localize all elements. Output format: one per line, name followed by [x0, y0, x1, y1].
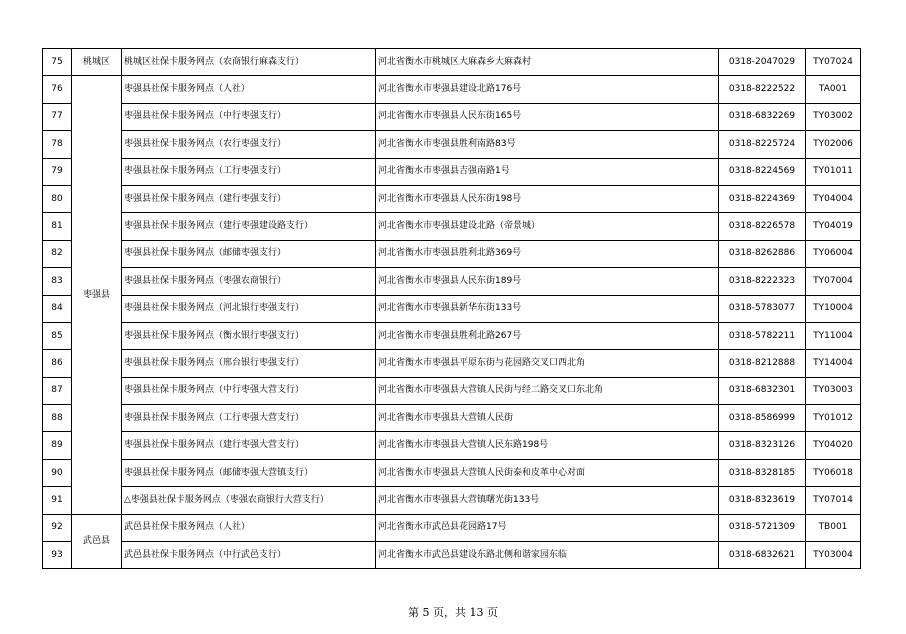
outlet-address: 河北省衡水市枣强县大营镇人民街泰和皮革中心对面 — [376, 459, 719, 486]
table-row — [43, 487, 861, 514]
outlet-name: 枣强县社保卡服务网点（工行枣强支行） — [122, 158, 376, 185]
outlet-phone: 0318-6832301 — [719, 377, 806, 404]
outlet-address: 河北省衡水市枣强县新华东街133号 — [376, 295, 719, 322]
outlet-code: TB001 — [806, 514, 861, 541]
row-number: 76 — [43, 76, 72, 103]
outlet-name: 武邑县社保卡服务网点（中行武邑支行） — [122, 542, 376, 569]
row-number: 81 — [43, 213, 72, 240]
outlet-code: TY03004 — [806, 542, 861, 569]
outlet-table-body — [43, 49, 861, 569]
row-number: 79 — [43, 158, 72, 185]
table-row — [43, 76, 861, 103]
outlet-code: TY01011 — [806, 158, 861, 185]
outlet-name: △枣强县社保卡服务网点（枣强农商银行大营支行） — [122, 487, 376, 514]
outlet-address: 河北省衡水市枣强县大营镇人民街与经二路交叉口东北角 — [376, 377, 719, 404]
district-cell: 武邑县 — [72, 514, 122, 569]
outlet-phone: 0318-2047029 — [719, 49, 806, 76]
outlet-phone: 0318-8328185 — [719, 459, 806, 486]
outlet-code: TY03002 — [806, 103, 861, 130]
outlet-phone: 0318-5782211 — [719, 322, 806, 349]
outlet-phone: 0318-5721309 — [719, 514, 806, 541]
table-row — [43, 295, 861, 322]
outlet-phone: 0318-8224569 — [719, 158, 806, 185]
outlet-address: 河北省衡水市桃城区大麻森乡大麻森村 — [376, 49, 719, 76]
outlet-phone: 0318-8323126 — [719, 432, 806, 459]
outlet-code: TY04020 — [806, 432, 861, 459]
outlet-code: TY04004 — [806, 185, 861, 212]
table-row — [43, 213, 861, 240]
outlet-address: 河北省衡水市枣强县人民东街165号 — [376, 103, 719, 130]
row-number: 92 — [43, 514, 72, 541]
outlet-code: TY01012 — [806, 405, 861, 432]
outlet-phone: 0318-8586999 — [719, 405, 806, 432]
row-number: 84 — [43, 295, 72, 322]
outlet-name: 桃城区社保卡服务网点（农商银行麻森支行） — [122, 49, 376, 76]
outlet-phone: 0318-8323619 — [719, 487, 806, 514]
outlet-name: 枣强县社保卡服务网点（枣强农商银行） — [122, 268, 376, 295]
outlet-name: 枣强县社保卡服务网点（邮储枣强支行） — [122, 240, 376, 267]
outlet-address: 河北省衡水市武邑县花园路17号 — [376, 514, 719, 541]
outlet-address: 河北省衡水市武邑县建设东路北侧和谐家园东临 — [376, 542, 719, 569]
outlet-address: 河北省衡水市枣强县吉强南路1号 — [376, 158, 719, 185]
outlet-phone: 0318-8222522 — [719, 76, 806, 103]
table-row — [43, 459, 861, 486]
row-number: 93 — [43, 542, 72, 569]
outlet-address: 河北省衡水市枣强县人民东街189号 — [376, 268, 719, 295]
table-row — [43, 185, 861, 212]
outlet-name: 枣强县社保卡服务网点（邮储枣强大营镇支行） — [122, 459, 376, 486]
outlet-name: 枣强县社保卡服务网点（建行枣强建设路支行） — [122, 213, 376, 240]
outlet-phone: 0318-8226578 — [719, 213, 806, 240]
table-row — [43, 514, 861, 541]
row-number: 89 — [43, 432, 72, 459]
outlet-address: 河北省衡水市枣强县大营镇曙光街133号 — [376, 487, 719, 514]
outlet-code: TY02006 — [806, 131, 861, 158]
outlet-name: 枣强县社保卡服务网点（中行枣强支行） — [122, 103, 376, 130]
outlet-code: TY07004 — [806, 268, 861, 295]
row-number: 77 — [43, 103, 72, 130]
page-footer: 第 5 页，共 13 页 — [408, 606, 498, 619]
outlet-code: TY10004 — [806, 295, 861, 322]
outlet-phone: 0318-8262886 — [719, 240, 806, 267]
row-number: 80 — [43, 185, 72, 212]
table-row — [43, 158, 861, 185]
outlet-name: 枣强县社保卡服务网点（河北银行枣强支行） — [122, 295, 376, 322]
outlet-code: TY04019 — [806, 213, 861, 240]
outlet-name: 枣强县社保卡服务网点（人社） — [122, 76, 376, 103]
district-cell: 桃城区 — [72, 49, 122, 76]
table-row — [43, 131, 861, 158]
outlet-name: 枣强县社保卡服务网点（邢台银行枣强支行） — [122, 350, 376, 377]
row-number: 90 — [43, 459, 72, 486]
outlet-address: 河北省衡水市枣强县胜利南路83号 — [376, 131, 719, 158]
table-row — [43, 542, 861, 569]
row-number: 88 — [43, 405, 72, 432]
outlet-phone: 0318-5783077 — [719, 295, 806, 322]
table-row — [43, 49, 861, 76]
table-row — [43, 240, 861, 267]
table-row — [43, 103, 861, 130]
outlet-phone: 0318-8222323 — [719, 268, 806, 295]
row-number: 86 — [43, 350, 72, 377]
row-number: 82 — [43, 240, 72, 267]
outlet-phone: 0318-8225724 — [719, 131, 806, 158]
outlet-address: 河北省衡水市枣强县建设北路176号 — [376, 76, 719, 103]
outlet-code: TY06004 — [806, 240, 861, 267]
outlet-code: TA001 — [806, 76, 861, 103]
table-row — [43, 432, 861, 459]
outlet-name: 枣强县社保卡服务网点（建行枣强大营支行） — [122, 432, 376, 459]
outlet-code: TY03003 — [806, 377, 861, 404]
outlet-name: 枣强县社保卡服务网点（中行枣强大营支行） — [122, 377, 376, 404]
table-row — [43, 350, 861, 377]
outlet-address: 河北省衡水市枣强县胜利北路369号 — [376, 240, 719, 267]
outlet-phone: 0318-8224369 — [719, 185, 806, 212]
row-number: 78 — [43, 131, 72, 158]
outlet-address: 河北省衡水市枣强县平原东街与花园路交叉口西北角 — [376, 350, 719, 377]
outlet-name: 枣强县社保卡服务网点（工行枣强大营支行） — [122, 405, 376, 432]
outlet-address: 河北省衡水市枣强县大营镇人民东路198号 — [376, 432, 719, 459]
table-row — [43, 268, 861, 295]
outlet-table — [42, 48, 861, 569]
outlet-code: TY06018 — [806, 459, 861, 486]
outlet-address: 河北省衡水市枣强县人民东街198号 — [376, 185, 719, 212]
row-number: 91 — [43, 487, 72, 514]
outlet-code: TY14004 — [806, 350, 861, 377]
row-number: 85 — [43, 322, 72, 349]
outlet-code: TY11004 — [806, 322, 861, 349]
outlet-code: TY07014 — [806, 487, 861, 514]
outlet-address: 河北省衡水市枣强县胜利北路267号 — [376, 322, 719, 349]
outlet-name: 枣强县社保卡服务网点（建行枣强支行） — [122, 185, 376, 212]
row-number: 87 — [43, 377, 72, 404]
outlet-phone: 0318-6832621 — [719, 542, 806, 569]
outlet-address: 河北省衡水市枣强县大营镇人民街 — [376, 405, 719, 432]
outlet-name: 枣强县社保卡服务网点（衡水银行枣强支行） — [122, 322, 376, 349]
outlet-phone: 0318-8212888 — [719, 350, 806, 377]
outlet-name: 枣强县社保卡服务网点（农行枣强支行） — [122, 131, 376, 158]
district-cell: 枣强县 — [72, 76, 122, 514]
row-number: 75 — [43, 49, 72, 76]
table-row — [43, 377, 861, 404]
outlet-name: 武邑县社保卡服务网点（人社） — [122, 514, 376, 541]
row-number: 83 — [43, 268, 72, 295]
outlet-address: 河北省衡水市枣强县建设北路（帝景城） — [376, 213, 719, 240]
outlet-code: TY07024 — [806, 49, 861, 76]
table-row — [43, 322, 861, 349]
table-row — [43, 405, 861, 432]
outlet-phone: 0318-6832269 — [719, 103, 806, 130]
